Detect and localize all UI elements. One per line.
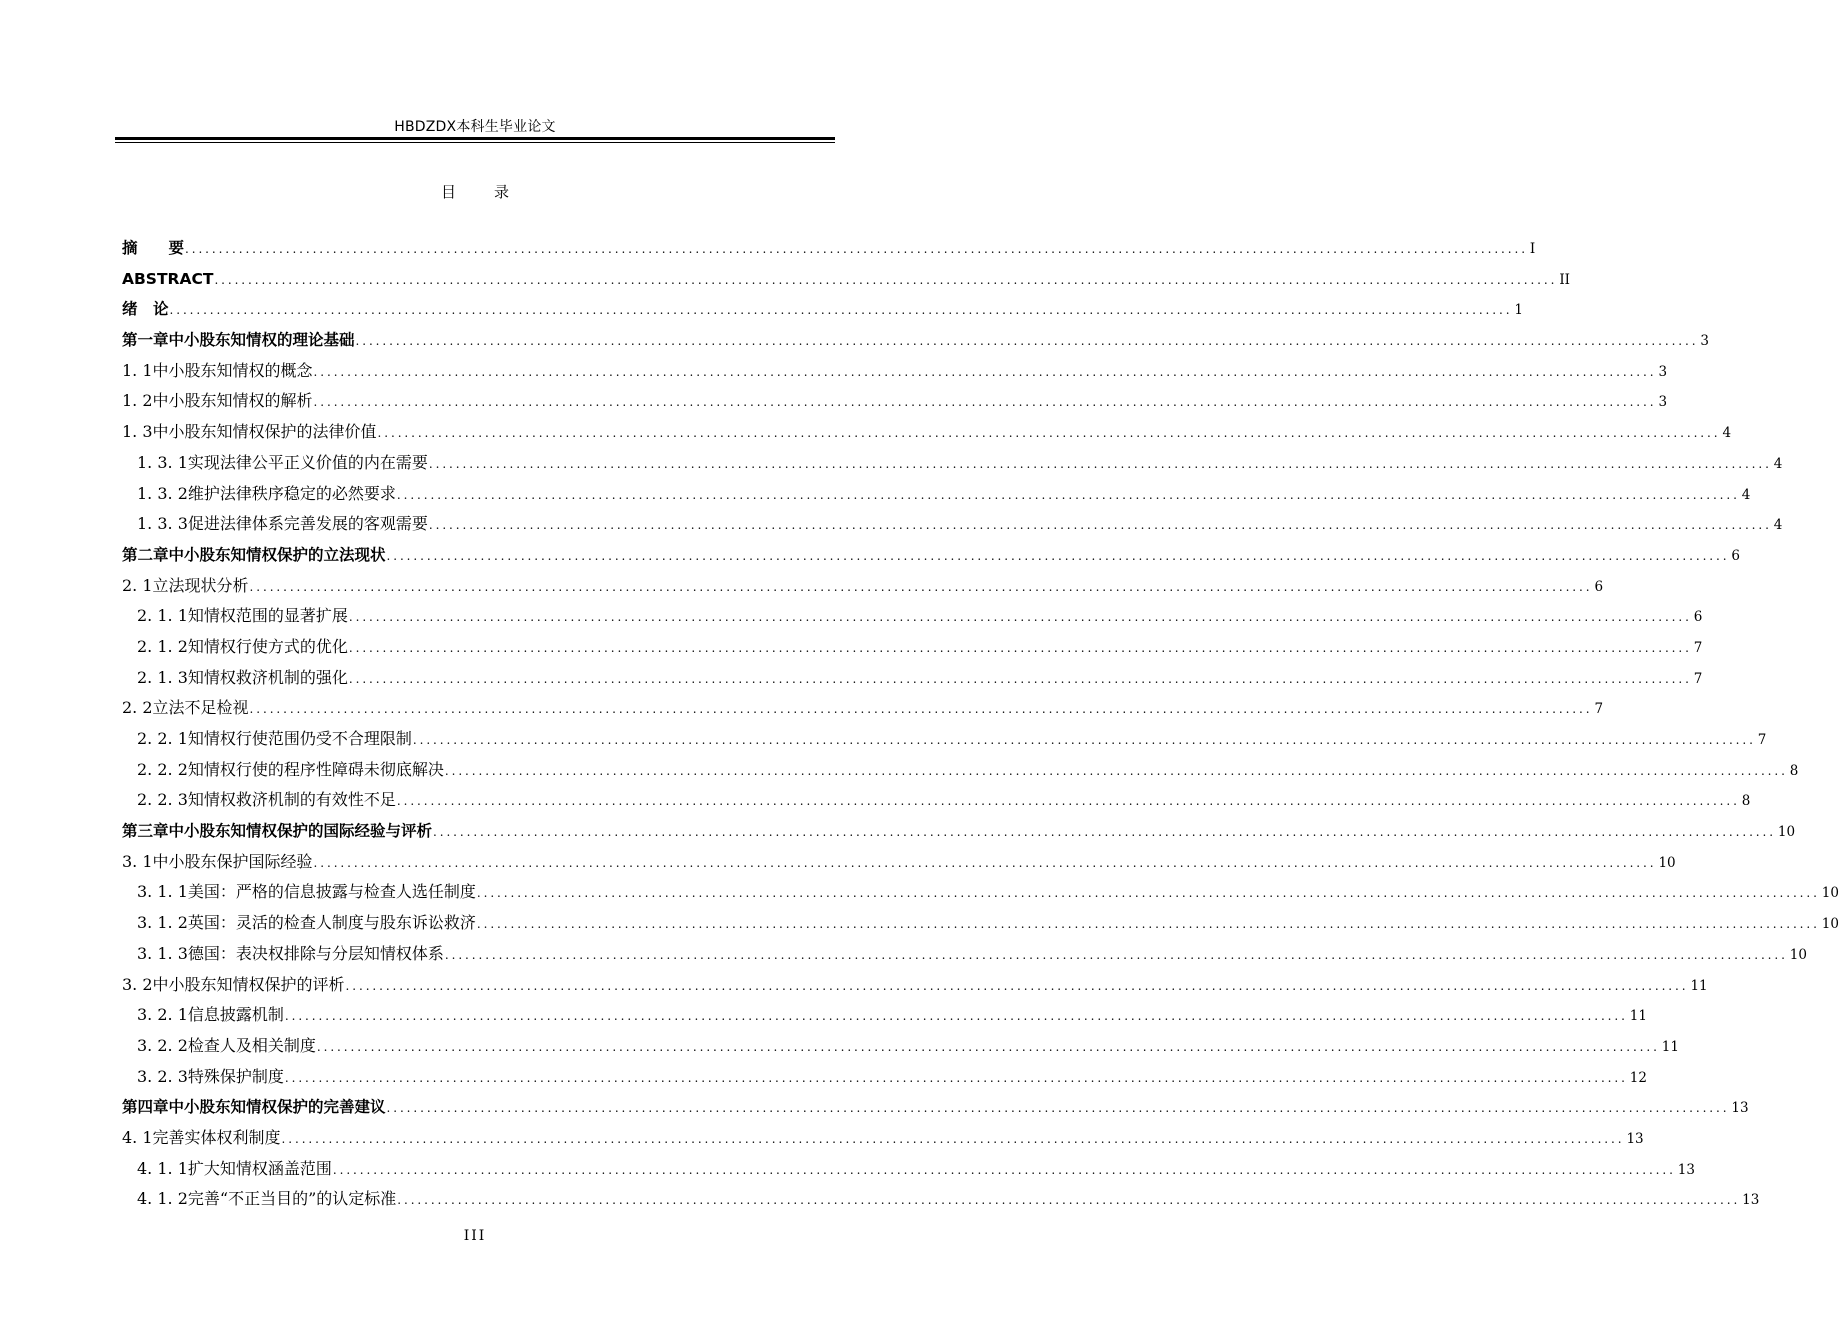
toc-entry-number: 2. 1. 1 bbox=[137, 606, 188, 626]
toc-entry[interactable] bbox=[122, 509, 1783, 540]
toc-leader-dots: ........................................................................................................................................................................................................ bbox=[284, 1070, 1628, 1085]
toc-entry-number: 3. 1. 1 bbox=[137, 882, 188, 902]
toc-leader-dots: ........................................................................................................................................................................................................ bbox=[249, 702, 1593, 717]
toc-entry[interactable] bbox=[122, 632, 1703, 663]
toc-entry-page: 7 bbox=[1693, 639, 1703, 656]
toc-leader-dots: ........................................................................................................................................................................................................ bbox=[377, 426, 1721, 441]
toc-entry-label: 摘 要 bbox=[122, 239, 185, 257]
toc-entry-page: 4 bbox=[1773, 517, 1783, 534]
toc-entry-page: 13 bbox=[1731, 1100, 1749, 1117]
toc-entry-label: 中小股东知情权的理论基础 bbox=[168, 331, 355, 350]
toc-entry-page: II bbox=[1559, 271, 1570, 288]
header-rule-thin bbox=[115, 142, 835, 143]
toc-entry-number: 2. 1 bbox=[122, 575, 153, 595]
toc-entry-number: 1. 3. 3 bbox=[137, 514, 188, 534]
toc-leader-dots: ........................................................................................................................................................................................................ bbox=[396, 794, 1740, 809]
toc-entry-number: 3. 1. 3 bbox=[137, 943, 188, 963]
toc-entry[interactable] bbox=[122, 1062, 1647, 1093]
toc-leader-dots: ........................................................................................................................................................................................................ bbox=[313, 855, 1657, 870]
toc-entry-number: 3. 2. 3 bbox=[137, 1066, 188, 1086]
toc-entry-page: 10 bbox=[1821, 916, 1839, 933]
toc-entry-page: 13 bbox=[1626, 1130, 1644, 1147]
toc-entry[interactable] bbox=[122, 724, 1767, 755]
toc-entry-label: 中小股东知情权保护的完善建议 bbox=[168, 1098, 386, 1117]
toc-entry[interactable] bbox=[122, 877, 1839, 908]
toc-entry-label: 知情权行使方式的优化 bbox=[187, 636, 348, 656]
toc-entry-number: 3. 2. 2 bbox=[137, 1035, 188, 1055]
toc-leader-dots: ........................................................................................................................................................................................................ bbox=[433, 825, 1776, 840]
toc-entry-label: 检查人及相关制度 bbox=[187, 1035, 316, 1055]
toc-entry-page: 11 bbox=[1629, 1008, 1647, 1025]
toc-leader-dots: ........................................................................................................................................................................................................ bbox=[313, 395, 1657, 410]
toc-leader-dots: ........................................................................................................................................................................................................ bbox=[313, 364, 1657, 379]
toc-leader-dots: ........................................................................................................................................................................................................ bbox=[428, 518, 1772, 533]
toc-entry-page: 13 bbox=[1742, 1192, 1760, 1209]
toc-entry-page: 10 bbox=[1789, 946, 1807, 963]
toc-entry-label: 中小股东知情权保护的评析 bbox=[152, 974, 345, 994]
toc-entry-label: 中小股东知情权的解析 bbox=[152, 391, 313, 411]
toc-entry-label: 信息披露机制 bbox=[187, 1005, 284, 1025]
toc-entry-number: 2. 2. 3 bbox=[137, 790, 188, 810]
page-number: III bbox=[463, 1228, 487, 1244]
toc-leader-dots: ........................................................................................................................................................................................................ bbox=[412, 733, 1756, 747]
toc-entry-number: 2. 2. 2 bbox=[137, 759, 188, 779]
toc-entry-label: ABSTRACT bbox=[122, 269, 214, 288]
toc-entry-number: 2. 1. 2 bbox=[137, 636, 188, 656]
toc-entry[interactable] bbox=[122, 1000, 1647, 1031]
toc-entry-page: 6 bbox=[1731, 547, 1741, 564]
toc-entry[interactable] bbox=[122, 479, 1751, 510]
toc-entry-label: 实现法律公平正义价值的内在需要 bbox=[187, 452, 428, 472]
toc-entry-number: 2. 1. 3 bbox=[137, 667, 188, 687]
toc-leader-dots: ........................................................................................................................................................................................................ bbox=[396, 487, 1740, 502]
toc-entry-label: 中小股东知情权的概念 bbox=[152, 360, 313, 380]
toc-entry[interactable] bbox=[122, 294, 1523, 325]
toc-leader-dots: ........................................................................................................................................................................................................ bbox=[444, 947, 1788, 962]
toc-entry[interactable] bbox=[122, 571, 1604, 602]
toc-entry-page: 6 bbox=[1594, 578, 1604, 595]
toc-entry-number: 3. 1. 2 bbox=[137, 913, 188, 933]
toc-entry[interactable] bbox=[122, 1031, 1679, 1062]
toc-entry-number: 3. 2 bbox=[122, 974, 153, 994]
toc-entry-page: 1 bbox=[1514, 302, 1523, 319]
header-rule-thick bbox=[115, 137, 835, 140]
toc-leader-dots: ........................................................................................................................................................................................................ bbox=[316, 1039, 1660, 1054]
toc-entry-page: 4 bbox=[1773, 455, 1783, 472]
toc-entry-page: 10 bbox=[1777, 824, 1796, 841]
toc-leader-dots: ........................................................................................................................................................................................................ bbox=[214, 272, 1558, 287]
toc-entry-label: 中小股东保护国际经验 bbox=[152, 851, 313, 871]
toc-entry[interactable] bbox=[122, 540, 1741, 571]
toc-heading bbox=[115, 181, 835, 202]
toc-entry[interactable] bbox=[122, 356, 1668, 387]
toc-entry-number: 1. 3. 1 bbox=[137, 452, 188, 472]
toc-leader-dots: ........................................................................................................................................................................................................ bbox=[476, 917, 1820, 932]
toc-entry-number: 第一章 bbox=[122, 331, 169, 350]
toc-entry-number: 第四章 bbox=[122, 1098, 169, 1117]
toc-entry-label: 立法不足检视 bbox=[152, 698, 249, 718]
toc-leader-dots: ........................................................................................................................................................................................................ bbox=[348, 671, 1692, 686]
toc-entry[interactable] bbox=[122, 1184, 1760, 1215]
toc-entry-page: 8 bbox=[1789, 762, 1799, 779]
toc-leader-dots: ........................................................................................................................................................................................................ bbox=[185, 242, 1528, 256]
toc-entry-label: 维护法律秩序稳定的必然要求 bbox=[187, 483, 396, 503]
toc-entry[interactable] bbox=[122, 970, 1708, 1001]
running-header: HBDZDX本科生毕业论文 bbox=[394, 119, 556, 135]
toc-entry[interactable] bbox=[122, 233, 1536, 264]
toc-entry-number: 2. 2 bbox=[122, 698, 153, 718]
toc-entry-number: 4. 1. 1 bbox=[137, 1158, 188, 1178]
toc-entry[interactable] bbox=[122, 816, 1796, 847]
toc-leader-dots: ........................................................................................................................................................................................................ bbox=[249, 579, 1593, 594]
toc-entry[interactable] bbox=[122, 417, 1732, 448]
toc-entry[interactable] bbox=[122, 693, 1604, 724]
toc-entry-label: 完善“不正当目的”的认定标准 bbox=[187, 1189, 397, 1209]
toc-entry-page: 3 bbox=[1700, 333, 1710, 350]
toc-heading-first: 目 bbox=[440, 183, 456, 201]
toc-leader-dots: ........................................................................................................................................................................................................ bbox=[386, 548, 1730, 563]
toc-leader-dots: ........................................................................................................................................................................................................ bbox=[348, 640, 1692, 655]
toc-entry-page: 7 bbox=[1693, 670, 1703, 687]
toc-leader-dots: ........................................................................................................................................................................................................ bbox=[386, 1101, 1730, 1116]
toc-entry-page: 8 bbox=[1741, 793, 1751, 810]
toc-entry-page: I bbox=[1529, 241, 1536, 257]
toc-heading-second: 录 bbox=[494, 183, 510, 201]
toc-entry-page: 3 bbox=[1658, 394, 1668, 411]
toc-entry-label: 知情权行使范围仍受不合理限制 bbox=[187, 729, 412, 748]
toc-entry-number: 1. 2 bbox=[122, 391, 153, 411]
toc-entry-label: 扩大知情权涵盖范围 bbox=[187, 1158, 332, 1178]
toc-entry-label: 特殊保护制度 bbox=[187, 1066, 284, 1086]
toc-entry[interactable] bbox=[122, 755, 1799, 786]
toc-entry-number: 2. 2. 1 bbox=[137, 729, 188, 748]
toc-entry-label: 完善实体权利制度 bbox=[152, 1127, 281, 1147]
toc-entry-page: 7 bbox=[1594, 701, 1604, 718]
toc-entry[interactable] bbox=[122, 1123, 1644, 1154]
toc-entry-label: 英国：灵活的检查人制度与股东诉讼救济 bbox=[187, 913, 476, 933]
toc-entry-page: 13 bbox=[1677, 1161, 1695, 1178]
toc-leader-dots: ........................................................................................................................................................................................................ bbox=[397, 1193, 1741, 1208]
toc-entry-number: 4. 1. 2 bbox=[137, 1189, 188, 1209]
toc-leader-dots: ........................................................................................................................................................................................................ bbox=[348, 610, 1692, 625]
toc-entry-label: 促进法律体系完善发展的客观需要 bbox=[187, 514, 428, 534]
toc-entry-page: 3 bbox=[1658, 363, 1668, 380]
toc-entry-label: 德国：表决权排除与分层知情权体系 bbox=[187, 943, 444, 963]
toc-entry-label: 中小股东知情权保护的法律价值 bbox=[152, 422, 377, 442]
toc-entry-page: 7 bbox=[1757, 732, 1767, 748]
toc-leader-dots: ........................................................................................................................................................................................................ bbox=[444, 763, 1788, 778]
toc-entry-page: 6 bbox=[1693, 609, 1703, 626]
toc-leader-dots: ........................................................................................................................................................................................................ bbox=[281, 1131, 1625, 1146]
toc-entry[interactable] bbox=[122, 325, 1710, 356]
toc-entry-label: 中小股东知情权保护的立法现状 bbox=[168, 545, 386, 564]
toc-entry[interactable] bbox=[122, 847, 1676, 878]
toc-entry-label: 知情权救济机制的有效性不足 bbox=[187, 790, 396, 810]
toc-entry-number: 3. 1 bbox=[122, 851, 153, 871]
toc-entry[interactable] bbox=[122, 785, 1751, 816]
toc-entry-number: 4. 1 bbox=[122, 1127, 153, 1147]
toc-entry-page: 4 bbox=[1722, 425, 1732, 442]
toc-entry-number: 第二章 bbox=[122, 545, 169, 564]
toc-entry[interactable] bbox=[122, 386, 1668, 417]
toc-entry-number: 1. 1 bbox=[122, 360, 153, 380]
toc-entry-label: 知情权范围的显著扩展 bbox=[187, 606, 348, 626]
toc-entry[interactable] bbox=[122, 1092, 1749, 1123]
toc-entry-page: 10 bbox=[1821, 885, 1839, 902]
toc-entry-page: 11 bbox=[1661, 1038, 1679, 1055]
toc-entry-page: 4 bbox=[1741, 486, 1751, 503]
toc-entry-label: 立法现状分析 bbox=[152, 575, 249, 595]
toc-entry-page: 11 bbox=[1690, 977, 1708, 994]
toc-entry[interactable] bbox=[122, 601, 1703, 632]
toc-leader-dots: ........................................................................................................................................................................................................ bbox=[169, 303, 1513, 318]
toc-entry-label: 知情权救济机制的强化 bbox=[187, 667, 348, 687]
toc-entry[interactable] bbox=[122, 908, 1839, 939]
toc-entry-number: 1. 3. 2 bbox=[137, 483, 188, 503]
toc-leader-dots: ........................................................................................................................................................................................................ bbox=[355, 334, 1699, 349]
toc-entry[interactable] bbox=[122, 1154, 1695, 1185]
toc-entry[interactable] bbox=[122, 663, 1703, 694]
toc-entry-number: 3. 2. 1 bbox=[137, 1005, 188, 1025]
toc-leader-dots: ........................................................................................................................................................................................................ bbox=[345, 978, 1689, 993]
toc-entry-number: 第三章 bbox=[122, 822, 169, 841]
toc-leader-dots: ........................................................................................................................................................................................................ bbox=[428, 456, 1772, 471]
table-of-contents bbox=[122, 233, 1839, 1215]
toc-entry-label: 知情权行使的程序性障碍未彻底解决 bbox=[187, 759, 444, 779]
toc-leader-dots: ........................................................................................................................................................................................................ bbox=[332, 1162, 1676, 1177]
toc-entry-label: 绪 论 bbox=[122, 300, 169, 319]
toc-entry-label: 美国：严格的信息披露与检查人选任制度 bbox=[187, 882, 476, 902]
toc-leader-dots: ........................................................................................................................................................................................................ bbox=[284, 1009, 1628, 1024]
toc-entry-label: 中小股东知情权保护的国际经验与评析 bbox=[168, 822, 433, 841]
toc-leader-dots: ........................................................................................................................................................................................................ bbox=[476, 886, 1820, 901]
toc-entry[interactable] bbox=[122, 264, 1570, 295]
toc-entry-number: 1. 3 bbox=[122, 422, 153, 442]
toc-entry[interactable] bbox=[122, 939, 1807, 970]
toc-entry[interactable] bbox=[122, 448, 1783, 479]
toc-entry-page: 12 bbox=[1629, 1069, 1647, 1086]
toc-entry-page: 10 bbox=[1658, 854, 1676, 871]
